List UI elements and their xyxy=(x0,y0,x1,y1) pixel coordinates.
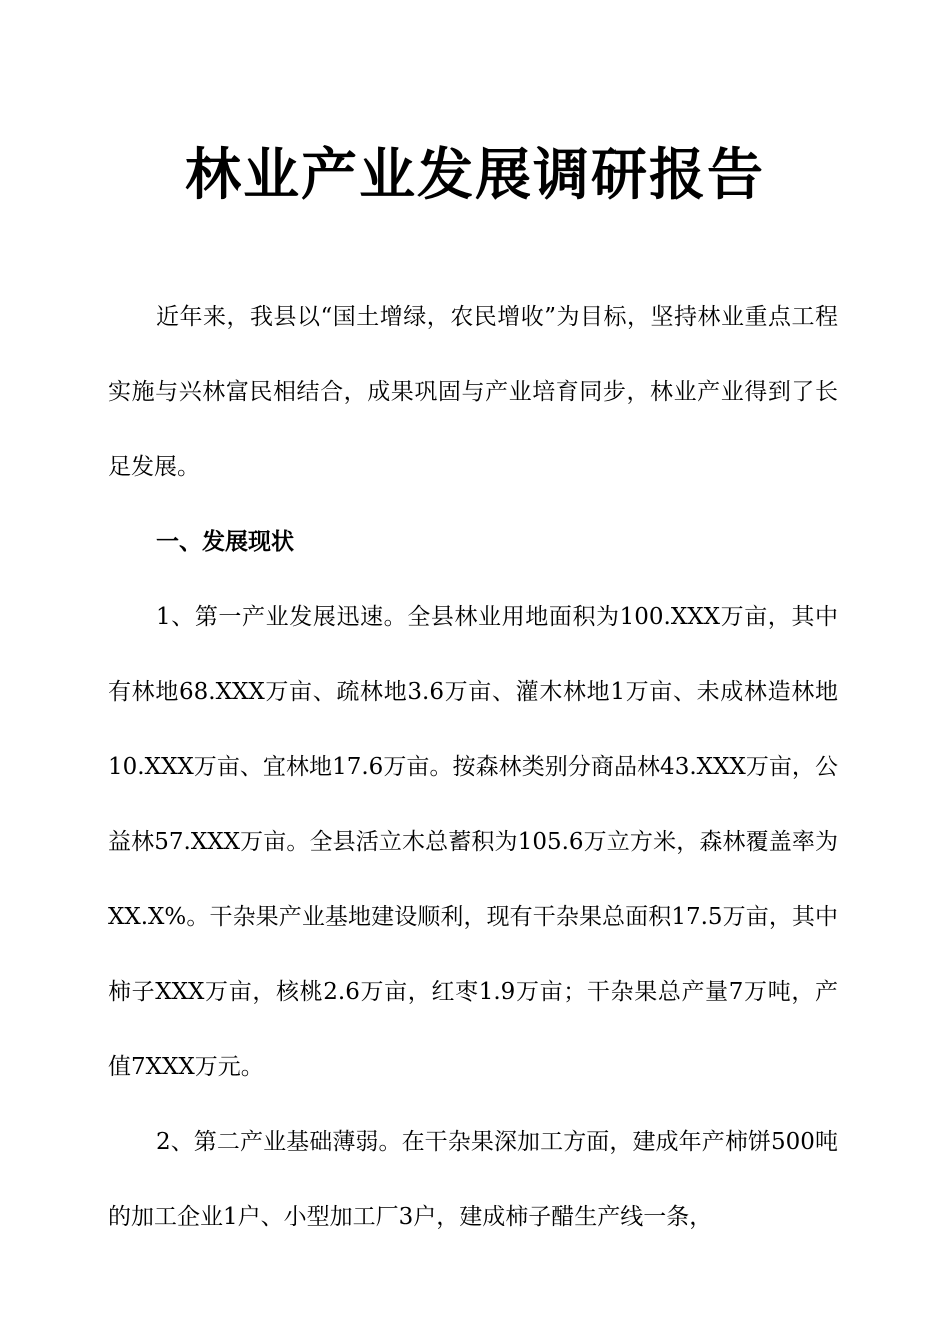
paragraph-primary-industry: 1、第一产业发展迅速。全县林业用地面积为100.XXX万亩，其中有林地68.XXX万亩、疏林地3.6万亩、灌木林地1万亩、未成林造林地10.XXX万亩、宜林地17.6万亩。按森林类别分商品林43.XXX万亩，公益林57.XXX万亩。全县活立木总蓄积为105.6万立方米，森林覆盖率为XX.X%。干杂果产业基地建设顺利，现有干杂果总面积17.5万亩，其中柿子XXX万亩，核桃2.6万亩，红枣1.9万亩；干杂果总产量7万吨，产值7XXX万元。 xyxy=(108,604,838,1080)
document-body xyxy=(108,280,838,1255)
paragraph-secondary-industry: 2、第二产业基础薄弱。在干杂果深加工方面，建成年产柿饼500吨的加工企业1户、小型加工厂3户，建成柿子醋生产线一条， xyxy=(108,1129,838,1230)
section-heading-current-status: 一、发展现状 xyxy=(156,529,294,555)
intro-paragraph: 近年来，我县以“国土增绿，农民增收”为目标，坚持林业重点工程实施与兴林富民相结合，成果巩固与产业培育同步，林业产业得到了长足发展。 xyxy=(108,304,838,480)
document-title: 林业产业发展调研报告 xyxy=(185,143,765,208)
